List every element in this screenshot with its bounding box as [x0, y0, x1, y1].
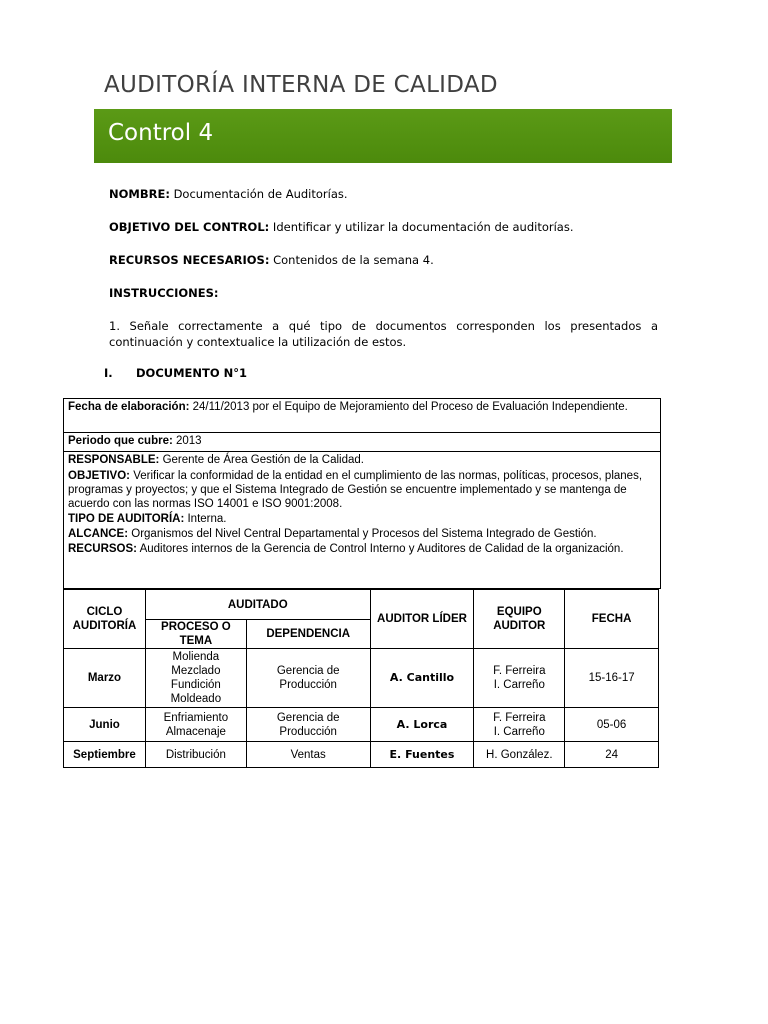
- periodo-value: 2013: [176, 435, 202, 447]
- dependencia-line: Ventas: [290, 748, 326, 761]
- document-details: [63, 398, 661, 589]
- header-auditado: AUDITADO: [145, 590, 370, 620]
- cell-ciclo: Septiembre: [64, 742, 146, 768]
- section-heading: [104, 366, 247, 380]
- proceso-item: Fundición: [170, 679, 221, 691]
- section-number: I.: [104, 366, 113, 380]
- equipo-line: F. Ferreira: [493, 711, 546, 724]
- fecha-label: Fecha de elaboración:: [68, 401, 190, 413]
- recursos-value: Contenidos de la semana 4.: [273, 253, 434, 267]
- header-equipo: EQUIPO AUDITOR: [474, 590, 565, 649]
- control-banner: [94, 109, 672, 163]
- proceso-item: Moldeado: [170, 693, 222, 705]
- proceso-item: Almacenaje: [165, 725, 226, 738]
- cell-proceso: [145, 708, 246, 742]
- nombre-label: NOMBRE:: [109, 187, 170, 201]
- tipo-line: [68, 512, 656, 526]
- page-title: AUDITORÍA INTERNA DE CALIDAD: [104, 72, 498, 98]
- info-block: [64, 452, 660, 588]
- proceso-item: Enfriamiento: [163, 711, 229, 724]
- responsable-label: RESPONSABLE:: [68, 454, 160, 466]
- objetivo-value: Identificar y utilizar la documentación de auditorías.: [272, 220, 574, 234]
- periodo-row: [64, 433, 660, 452]
- banner-title: Control 4: [108, 120, 214, 146]
- header-ciclo: CICLO AUDITORÍA: [64, 590, 146, 649]
- cell-fecha: 24: [565, 742, 659, 768]
- cell-proceso: [145, 649, 246, 708]
- header-proceso: PROCESO O TEMA: [145, 620, 246, 649]
- rec-line: [68, 542, 656, 556]
- cell-proceso: [145, 742, 246, 768]
- cell-ciclo: Junio: [64, 708, 146, 742]
- equipo-line: I. Carreño: [493, 725, 545, 738]
- table-row: [64, 649, 659, 708]
- cell-dependencia: [246, 708, 370, 742]
- fecha-value: 24/11/2013 por el Equipo de Mejoramiento del Proceso de Evaluación Independiente.: [192, 401, 628, 413]
- responsable-value: Gerente de Área Gestión de la Calidad.: [162, 454, 364, 466]
- cell-dependencia: [246, 649, 370, 708]
- header-fecha: FECHA: [565, 590, 659, 649]
- cell-dependencia: [246, 742, 370, 768]
- objetivo-label: OBJETIVO DEL CONTROL:: [109, 220, 270, 234]
- periodo-label: Periodo que cubre:: [68, 435, 173, 447]
- header-dependencia: DEPENDENCIA: [246, 620, 370, 649]
- tipo-label: TIPO DE AUDITORÍA:: [68, 513, 185, 525]
- cell-equipo: [474, 708, 565, 742]
- dependencia-line: Producción: [279, 679, 337, 691]
- cell-lider: E. Fuentes: [370, 742, 474, 768]
- table-row: [64, 708, 659, 742]
- instrucciones-label: INSTRUCCIONES:: [109, 286, 219, 300]
- cell-ciclo: Marzo: [64, 649, 146, 708]
- recursos-label: RECURSOS NECESARIOS:: [109, 253, 270, 267]
- obj-line: [68, 469, 656, 511]
- audit-schedule-table: [63, 589, 659, 768]
- instruction-1: 1. Señale correctamente a qué tipo de documentos corresponden los presentados a continuación y contextualice la utilización de estos.: [109, 319, 658, 349]
- equipo-line: H. González.: [486, 748, 553, 761]
- proceso-item: Molienda: [172, 651, 220, 663]
- nombre-value: Documentación de Auditorías.: [173, 187, 348, 201]
- header-auditor-lider: AUDITOR LÍDER: [370, 590, 474, 649]
- equipo-line: I. Carreño: [493, 679, 545, 691]
- cell-lider: A. Lorca: [370, 708, 474, 742]
- instrucciones-line: [109, 285, 219, 301]
- cell-fecha: 15-16-17: [565, 649, 659, 708]
- cell-equipo: [474, 742, 565, 768]
- obj-value: Verificar la conformidad de la entidad en el cumplimiento de las normas, políticas, procesos, planes, programas y proyectos; y que el Sistema Integrado de Gestión se encuentre implementado y se mantenga de acuerdo con las normas ISO 14001 e ISO 9001:2008.: [68, 470, 643, 510]
- responsable-line: [68, 453, 656, 467]
- alcance-value: Organismos del Nivel Central Departamental y Procesos del Sistema Integrado de Gestión.: [131, 528, 597, 540]
- rec-label: RECURSOS:: [68, 543, 138, 555]
- alcance-label: ALCANCE:: [68, 528, 129, 540]
- section-title: DOCUMENTO N°1: [136, 366, 248, 380]
- dependencia-line: Producción: [279, 725, 337, 738]
- equipo-line: F. Ferreira: [493, 665, 546, 677]
- fecha-row: [64, 399, 660, 433]
- dependencia-line: Gerencia de: [276, 711, 340, 724]
- proceso-item: Mezclado: [171, 665, 221, 677]
- recursos-line: [109, 252, 434, 268]
- alcance-line: [68, 527, 656, 541]
- cell-fecha: 05-06: [565, 708, 659, 742]
- dependencia-line: Gerencia de: [276, 665, 340, 677]
- cell-equipo: [474, 649, 565, 708]
- rec-value: Auditores internos de la Gerencia de Control Interno y Auditores de Calidad de la organización.: [139, 543, 624, 555]
- cell-lider: A. Cantillo: [370, 649, 474, 708]
- obj-label: OBJETIVO:: [68, 470, 130, 482]
- nombre-line: [109, 186, 348, 202]
- tipo-value: Interna.: [187, 513, 227, 525]
- proceso-item: Distribución: [165, 748, 226, 761]
- objetivo-line: [109, 219, 573, 235]
- table-row: [64, 742, 659, 768]
